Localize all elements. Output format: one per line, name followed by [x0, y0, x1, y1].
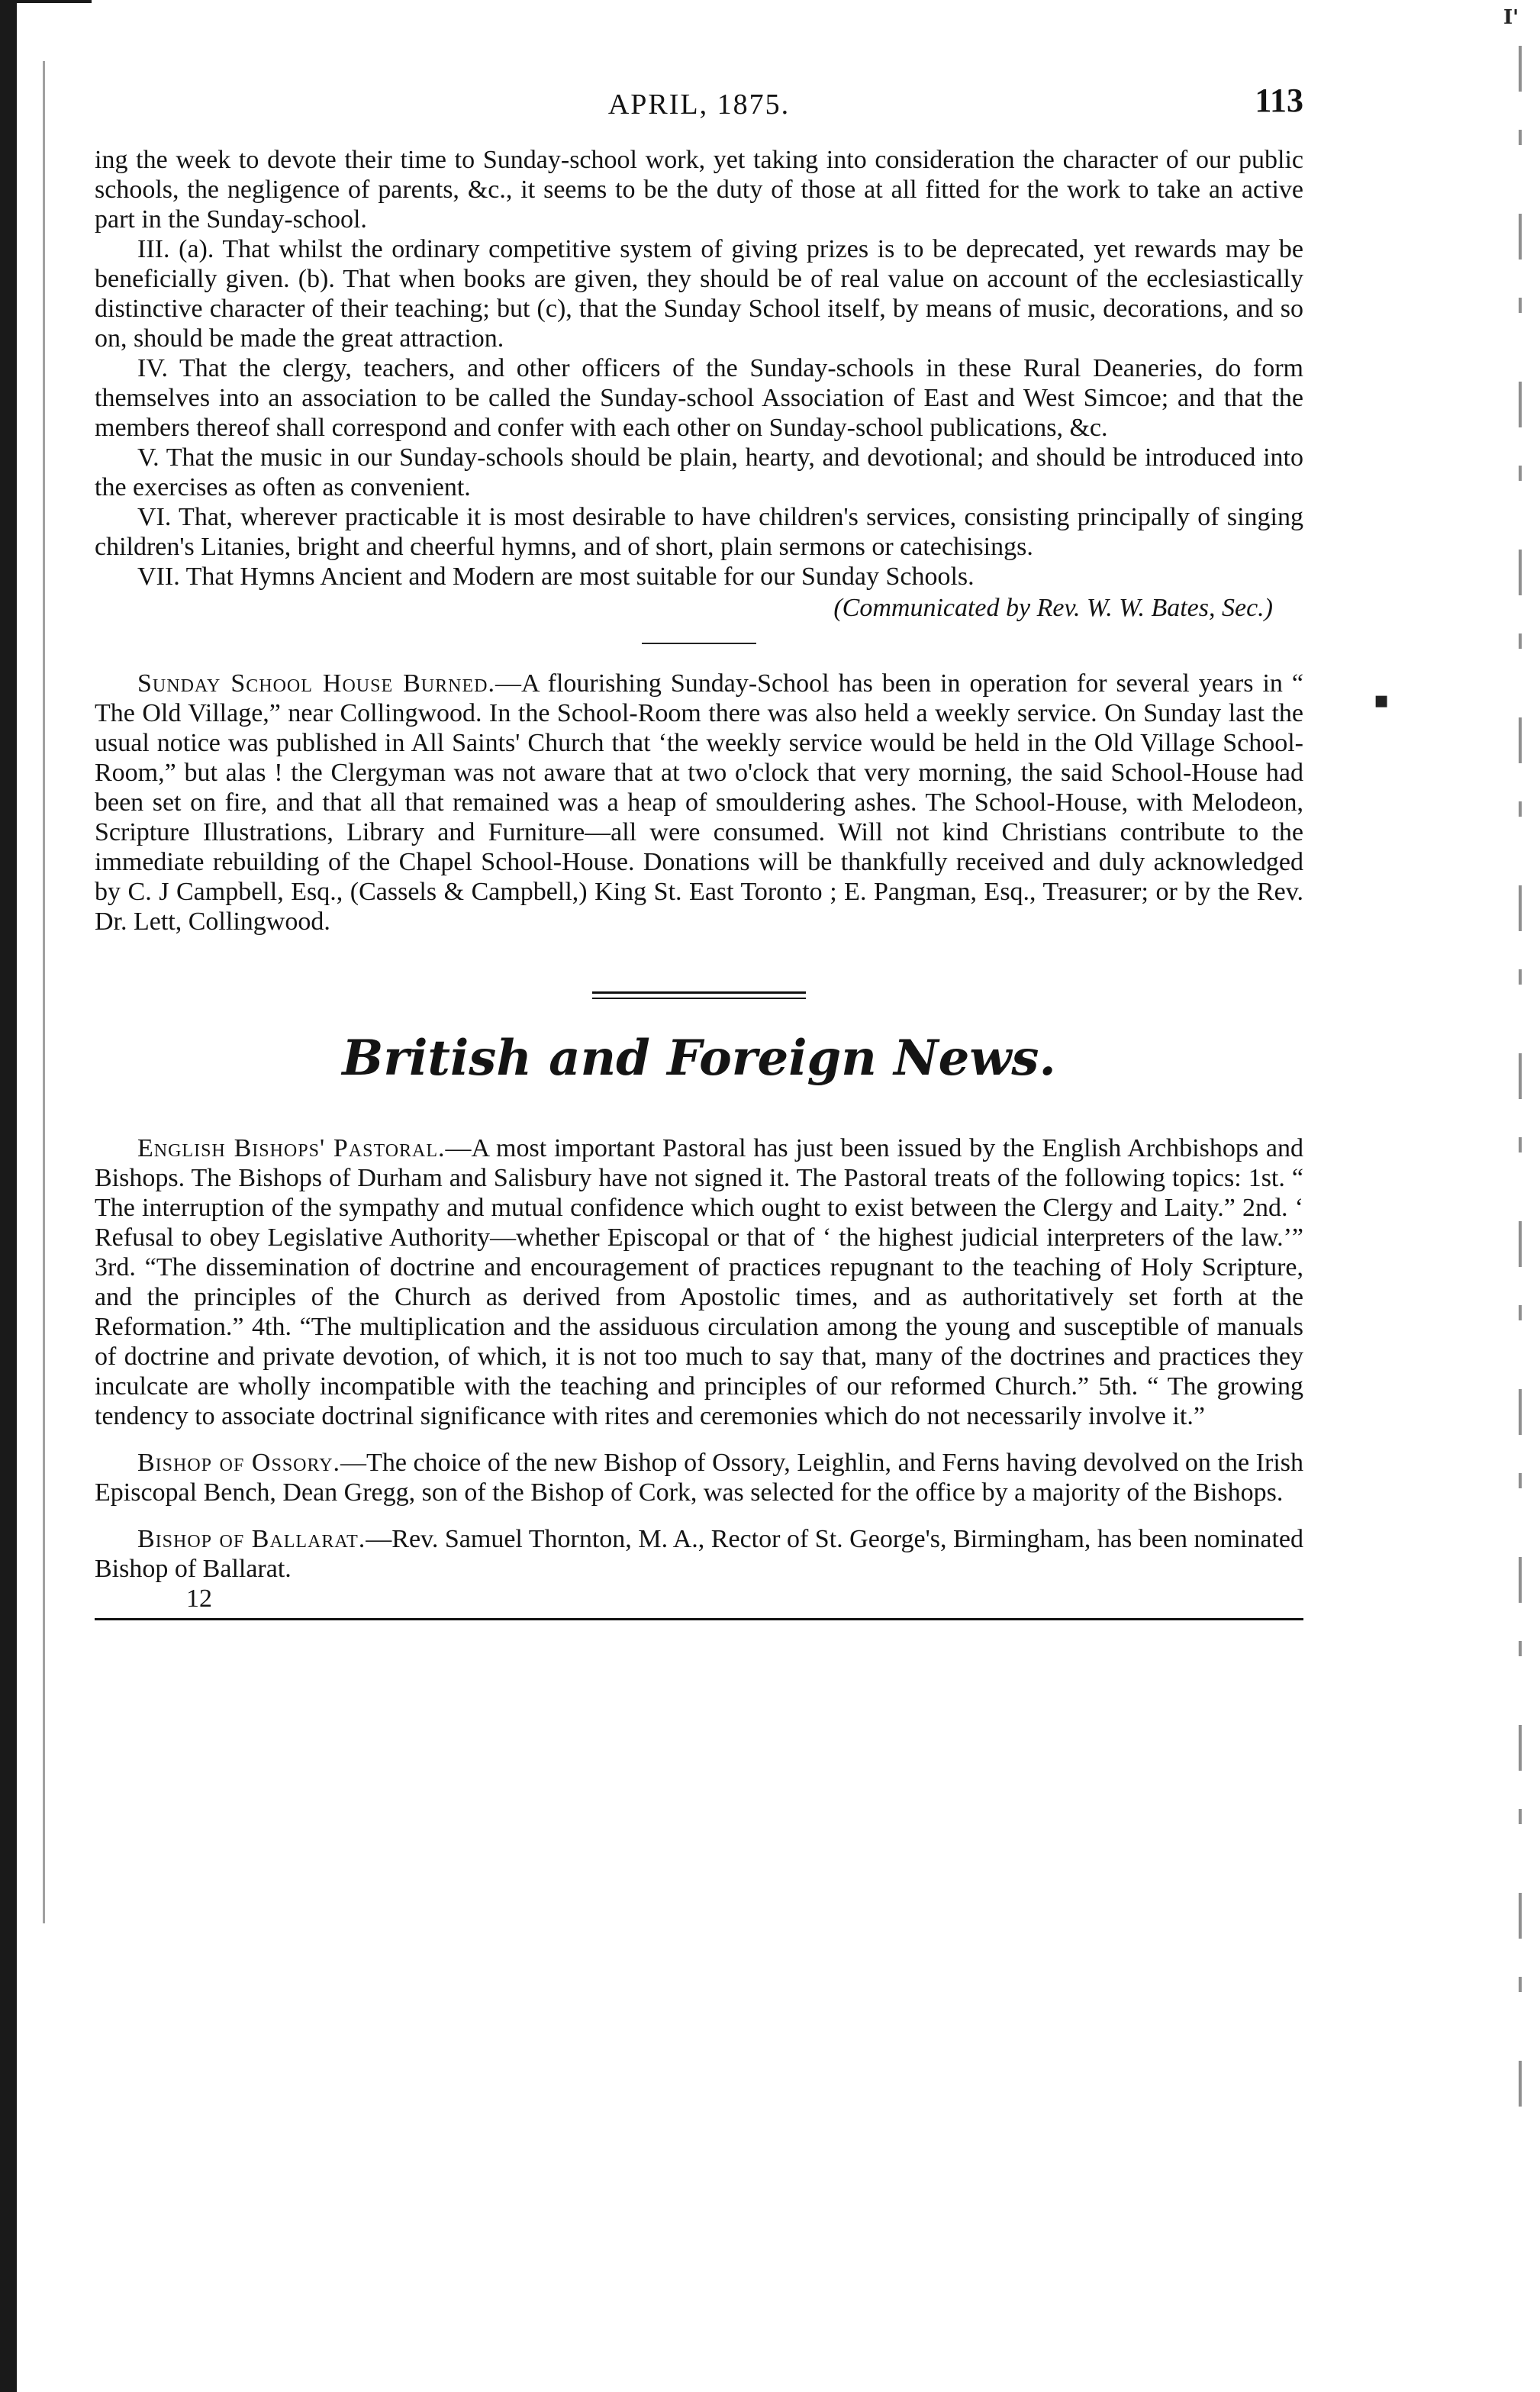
- scan-edge-right-mark: I': [1503, 6, 1519, 29]
- article-school-fire: [95, 669, 1303, 936]
- scan-edge-top: [0, 0, 92, 3]
- article-heading: Sunday School House Burned.: [137, 669, 495, 698]
- news-item: [95, 1448, 1303, 1507]
- paragraph: VI. That, wherever practicable it is most desirable to have children's services, consisting principally of singing children's Litanies, bright and cheerful hymns, and of short, plain sermons or catechisings.: [95, 503, 1303, 561]
- bottom-rule: [95, 1618, 1303, 1620]
- scan-margin-left: [43, 61, 45, 1923]
- news-body: —A most important Pastoral has just been issued by the English Archbishops and Bishops. The Bishops of Durham and Salisbury have not signed it. The Pastoral treats of the following topics: 1st. “ The interruption of the sympathy and mutual confidence which ought to exist between the Clergy and Laity.” 2nd. ‘ Refusal to obey Legislative Authority—whether Episcopal or that of ‘ the highest judicial interpreters of the law.’” 3rd. “The dissemination of doctrine and encouragement of practices repugnant to the teaching of Holy Scripture, and the principles of the Church as derived from Apostolic times, and as authoritatively set forth at the Reformation.” 4th. “The multiplication and the assiduous circulation among the young and susceptible of manuals of doctrine and private devotion, of which, it is not too much to say that, many of the doctrines and practices they inculcate are wholly incompatible with the teaching and principles of our reformed Church.” 5th. “ The growing tendency to associate doctrinal significance with rites and ceremonies which do not necessarily involve it.”: [95, 1133, 1303, 1430]
- news-item: [95, 1133, 1303, 1431]
- double-rule: [592, 991, 806, 999]
- communicated-by: (Communicated by Rev. W. W. Bates, Sec.): [833, 594, 1273, 622]
- scan-edge-right: [1519, 46, 1522, 2107]
- section-title: British and Foreign News.: [342, 1029, 1056, 1087]
- short-rule: [642, 643, 756, 644]
- paragraph: IV. That the clergy, teachers, and other officers of the Sunday-schools in these Rural Deaneries, do form themselves into an association to be called the Sunday-school Association of East and West Simcoe; and that the members thereof shall correspond and confer with each other on Sunday-school publications, &c.: [95, 354, 1303, 442]
- news-section: [95, 1133, 1303, 1584]
- paragraph: III. (a). That whilst the ordinary competitive system of giving prizes is to be deprecated, yet rewards may be beneficially given. (b). That when books are given, they should be of real value on account of the ecclesiastically distinctive character of their teaching; but (c), that the Sunday School itself, by means of music, decorations, and so on, should be made the great attraction.: [95, 235, 1303, 353]
- running-header: [95, 76, 1303, 130]
- news-heading: English Bishops' Pastoral.: [137, 1133, 446, 1162]
- paragraph: ing the week to devote their time to Sunday-school work, yet taking into consideration the character of our public schools, the negligence of parents, &c., it seems to be the duty of those at all fitted for the work to take an active part in the Sunday-school.: [95, 146, 1303, 234]
- page: [95, 76, 1303, 1620]
- article-body: —A flourishing Sunday-School has been in operation for several years in “ The Old Village,” near Collingwood. In the School-Room there was also held a weekly service. On Sunday last the usual notice was published in All Saints' Church that ‘the weekly service would be held in the Old Village School-Room,” but alas ! the Clergyman was not aware that at two o'clock that very morning, the said School-House had been set on fire, and that all that remained was a heap of smouldering ashes. The School-House, with Melodeon, Scripture Illustrations, Library and Furniture—all were consumed. Will not kind Christians contribute to the immediate rebuilding of the Chapel School-House. Donations will be thankfully received and duly acknowledged by C. J Campbell, Esq., (Cassels & Campbell,) King St. East Toronto ; E. Pangman, Esq., Treasurer; or by the Rev. Dr. Lett, Collingwood.: [95, 669, 1303, 936]
- paragraph: V. That the music in our Sunday-schools should be plain, hearty, and devotional; and should be introduced into the exercises as often as convenient.: [95, 443, 1303, 501]
- scan-edge-left: [0, 0, 17, 2392]
- page-number: 113: [1255, 82, 1303, 119]
- news-heading: Bishop of Ossory.: [137, 1448, 341, 1477]
- signature-mark: 12: [186, 1584, 212, 1613]
- paragraph: VII. That Hymns Ancient and Modern are most suitable for our Sunday Schools.: [137, 563, 975, 591]
- resolutions: [95, 145, 1303, 623]
- news-item: [95, 1524, 1303, 1584]
- news-body: —The choice of the new Bishop of Ossory, Leighlin, and Ferns having devolved on the Irish Episcopal Bench, Dean Gregg, son of the Bishop of Cork, was selected for the office by a majority of the Bishops.: [95, 1448, 1304, 1507]
- news-heading: Bishop of Ballarat.: [137, 1524, 366, 1553]
- stray-mark: ▪: [1374, 687, 1390, 714]
- running-title: APRIL, 1875.: [607, 89, 791, 121]
- news-body: —Rev. Samuel Thornton, M. A., Rector of St. George's, Birmingham, has been nominated Bishop of Ballarat.: [95, 1524, 1303, 1583]
